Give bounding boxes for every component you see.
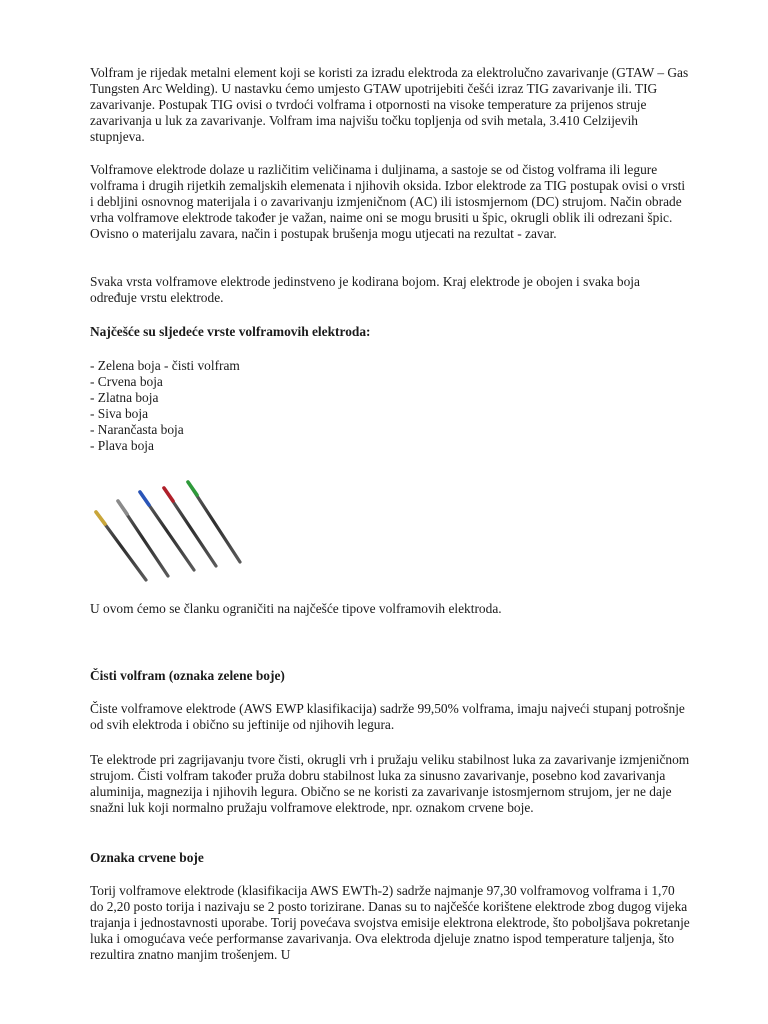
color-coding-paragraph: Svaka vrsta volframove elektrode jedinstveno je kodirana bojom. Kraj elektrode je obojen i svaka boja određuje vrstu elektrode. xyxy=(90,274,640,305)
article-scope-paragraph: U ovom ćemo se članku ograničiti na najčešće tipove volframovih elektroda. xyxy=(90,601,502,616)
electrodes-illustration xyxy=(88,472,254,584)
list-item: - Narančasta boja xyxy=(90,422,184,437)
electrode-sizes-paragraph: Volframove elektrode dolaze u različitim veličinama i duljinama, a sastoje se od čistog volframa ili legure volframa i drugih rijetkih zemaljskih elemenata i njihovih oksida. Izbor elektrode za TIG postupak ovisi o vrsti i debljini osnovnog materijala i o zavarivanju izmjeničnom (AC) ili istosmjernom (DC) strujom. Način obrade vrha volframove elektrode također je važan, naime oni se mogu brusiti u špic, okrugli oblik ili odrezani špic. Ovisno o materijalu zavara, način i postupak brušenja mogu utjecati na rezultat - zavar. xyxy=(90,162,686,241)
thoriated-paragraph: Torij volframove elektrode (klasifikacija AWS EWTh-2) sadrže najmanje 97,30 volframovog volframa i 1,70 do 2,20 posto torija i nazivaju se 2 posto torizirane. Danas su to najčešće korištene elektrode zbog dugog vijeka trajanja i jednostavnosti uporabe. Torij povećava svojstva emisije elektrona elektrode, što poboljšava pokretanje luka i omogućava veće performanse zavarivanja. Ova elektroda djeluje znatno ispod temperature taljenja, što rezultira znatno manjim trošenjem. U xyxy=(90,883,690,962)
red-marking-heading: Oznaka crvene boje xyxy=(90,850,204,865)
electrode-tip-green xyxy=(188,482,197,495)
list-item: - Siva boja xyxy=(90,406,149,421)
list-item: - Crvena boja xyxy=(90,374,163,389)
list-item: - Zlatna boja xyxy=(90,390,159,405)
electrodes-image xyxy=(88,472,254,584)
electrode-tip-blue xyxy=(140,492,149,505)
electrode-tip-gold xyxy=(96,512,105,524)
list-item: - Plava boja xyxy=(90,438,154,453)
types-heading: Najčešće su sljedeće vrste volframovih elektroda: xyxy=(90,324,371,339)
pure-tungsten-heading: Čisti volfram (oznaka zelene boje) xyxy=(90,668,285,683)
list-item: - Zelena boja - čisti volfram xyxy=(90,358,240,373)
pure-tungsten-properties-paragraph: Te elektrode pri zagrijavanju tvore čisti, okrugli vrh i pružaju veliku stabilnost luka za zavarivanje izmjeničnom strujom. Čisti volfram također pruža dobru stabilnost luka za sinusno zavarivanje, posebno kod zavarivanja aluminija, magnezija i njihovih legura. Obično se ne koristi za zavarivanje istosmjernom strujom, jer ne daje snažni luk koji normalno pružaju volframove elektrode, npr. oznakom crvene boje. xyxy=(90,752,690,815)
pure-tungsten-paragraph: Čiste volframove elektrode (AWS EWP klasifikacija) sadrže 99,50% volframa, imaju najveći stupanj potrošnje od svih elektroda i obično su jeftinije od njihovih legura. xyxy=(90,701,685,732)
electrode-types-list xyxy=(90,358,240,454)
intro-paragraph: Volfram je rijedak metalni element koji se koristi za izradu elektroda za elektrolučno zavarivanje (GTAW – Gas Tungsten Arc Welding). U nastavku ćemo umjesto GTAW upotrijebiti češći izraz TIG zavarivanje ili. TIG zavarivanje. Postupak TIG ovisi o tvrdoći volframa i otpornosti na visoke temperature za prijenos struje zavarivanja u luk za zavarivanje. Volfram ima najvišu točku topljenja od svih metala, 3.410 Celzijevih stupnjeva. xyxy=(90,65,689,144)
electrode-tip-grey xyxy=(118,501,127,514)
electrode-tip-red xyxy=(164,488,173,501)
